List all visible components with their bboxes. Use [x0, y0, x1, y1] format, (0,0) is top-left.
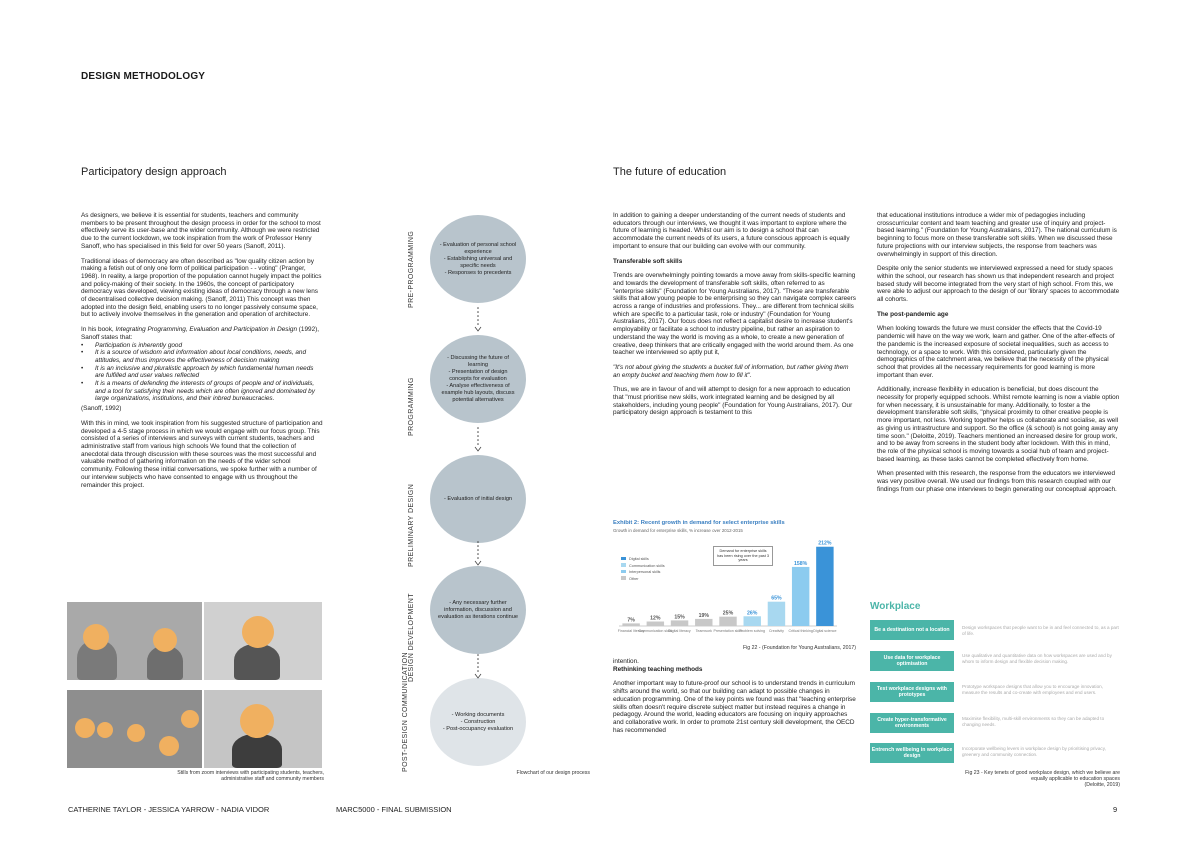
chart-bar [816, 547, 833, 626]
face-blur [97, 722, 113, 738]
paragraph: Additionally, increase flexibility in education is beneficial, but does discount the necessity for properly equipped schools. Whilst remote learning is now a viable option for when necessary, it is unsustainable for many. Additionally, to foster a the development transferable soft skills, "physical proximity to other creative people is more important, not less. Working together helps us collaborate and socialise, as well as giving us intrastructure and support. So the office (& school) is not going away any time soon." (Deloitte, 2019). Teachers mentioned an increased desire for group work, and to be away from screens in the student body after lockdown. With this in mind, the role of the physical school is moving towards a social hub of team and project-based learning, as these tasks cannot be completed effectively from home. [877, 386, 1120, 463]
chart-bar [622, 623, 639, 626]
paragraph: With this in mind, we took inspiration from his suggested structure of participation and developed a 4-5 stage process in which we would engage with our focus group. This consisted of a series of interviews and surveys with current students, teachers and administrative staff from various high schools We found that the collection of anecdotal data through discussion with these sources was the most successful and valuable method of gathering information on the needs of the wider school community. Following these initial conversations, we spoke further with a number of our interview subjects who have consented to engage with us throughout the remainder this project. [81, 419, 323, 489]
workplace-title: Workplace [870, 601, 921, 612]
bar-value-label: 158% [794, 560, 808, 567]
category-label: Problem solving [739, 629, 766, 633]
legend-swatch [621, 557, 626, 561]
category-label: Presentation skills [713, 629, 743, 633]
paragraph: Trends are overwhelmingly pointing towards a move away from skills-specific learning and towards the development of transferable soft skills, often referred to as "enterprise skills" (Foundation for Young Australians, 2017). "These are transferable skills that allow young people to be enterprising so they can navigate complex careers across a range of industries and professions. They... are different from technical skills which are specific to a particular task, role or industry" (Foundation for Young Australians, 2017). Our focus does not reflect a capitalist desire to increase student's employability or facilitate a school to industry pipeline, but rather an aspiration to understand the way the world is moving as a whole, to create a new generation of creative, deep thinkers that are critically engaged with the world around them. As one teacher we interviewed so aptly put it, [613, 272, 856, 357]
flowchart-connectors [470, 300, 486, 760]
book-title: Integrating Programming, Evaluation and Participation in Design [115, 326, 297, 334]
future-text-right [877, 212, 1120, 501]
participatory-text [81, 212, 324, 496]
sanoff-list [81, 342, 324, 404]
workplace-tenet-text: Use qualitative and quantitative data on how workspaces are used and by whom to inform design and flexible decision making. [962, 653, 1112, 664]
workplace-tenet: Entrench wellbeing in workplace design [870, 743, 954, 763]
flowchart-caption: Flowchart of our design process [516, 770, 590, 776]
workplace-tenet: Create hyper-transformative environments [870, 713, 954, 733]
future-text-bottom [613, 658, 856, 741]
bar-value-label: 7% [627, 617, 635, 624]
category-label: Digital literacy [668, 629, 691, 633]
workplace-tenet: Test workplace designs with prototypes [870, 682, 954, 702]
legend-item: Interpersonal skills [621, 569, 665, 576]
stage-label: PRELIMINARY DESIGN [408, 483, 415, 567]
paragraph: that educational institutions introduce a wider mix of pedagogies including crosscurricular content and team teaching and greater use of inquiry and project-based learning." (Foundation for Young Australians, 2017). The national curriculum is beginning to focus more on these transferable soft skills. When we discussed these future projections with our interview subjects, the response from teachers was overwhelmingly in support of this direction. [877, 212, 1117, 258]
person-silhouette [232, 734, 282, 768]
chart-caption: Fig 22 - (Foundation for Young Australians, 2017) [742, 645, 856, 651]
page-heading: DESIGN METHODOLOGY [81, 71, 206, 82]
chart-bar [744, 616, 761, 626]
paragraph: In addition to gaining a deeper understanding of the current needs of students and educators through our interviews, we thought it was important to explore where the future of learning is headed. Whilst our aim is to design a school that can accommodate the current needs of its users, a future conscious approach is equally important to ensure that our building can evolve with our community. [613, 212, 850, 250]
workplace-tenet-text: Maximise flexibility, multi-skill environments so they can be adapted to changing needs. [962, 716, 1105, 727]
workplace-tenet-text: Prototype workspace designs that allow you to encourage innovation, measure the results and co-create with employees and end users. [962, 684, 1103, 695]
list-item: • It is a means of defending the interests of groups of people and of individuals, and a tool for satisfying their needs which are often ignored and dominated by large organizations, institutions, and their inbred bureaucracies. [81, 380, 324, 403]
chart-bar [719, 617, 736, 626]
face-blur [181, 710, 199, 728]
enterprise-skills-chart [613, 520, 856, 648]
paragraph: As designers, we believe it is essential for students, teachers and community members to be present throughout the design process in order for the school to most effectively serve its user-base and the wider community. Although we were restricted due to the current lockdown, we took inspiration from the work of Professor Henry Sanoff, who has specialised in this field for over 50 years (Sanoff, 2011). [81, 212, 321, 250]
face-blur [75, 718, 95, 738]
chart-title: Exhibit 2: Recent growth in demand for select enterprise skills [613, 520, 785, 526]
stage-label: DESIGN DEVELOPMENT [408, 593, 415, 682]
category-label: Digital science [813, 629, 837, 633]
stage-label: PRE-PROGRAMMING [408, 230, 415, 308]
subheading: Rethinking teaching methods [613, 665, 703, 673]
chart-bar [792, 567, 809, 626]
subheading: Transferable soft skills [613, 257, 683, 265]
face-blur [83, 624, 109, 650]
bar-value-label: 212% [818, 540, 832, 547]
workplace-tenet-text: Design workspaces that people want to be in and feel connected to, as a part of life. [962, 625, 1119, 636]
paragraph: When looking towards the future we must consider the effects that the Covid-19 pandemic will have on the way we work, learn and gather. One of the after-effects of the pandemic is the increased exposure of societal inequalities, such as access to technology, or a space to work. With this considered, particularly given the demographics of the catchment area, we believe that the necessity of the physical school that provides all the necessary requirements for good learning is more important than ever. [877, 325, 1115, 379]
chart-bar [647, 622, 664, 626]
legend-swatch [621, 563, 626, 567]
paragraph: intention. [613, 658, 639, 665]
paragraph: Thus, we are in favour of and will attempt to design for a new approach to education that "must prioritise new skills, work integrated learning and be designed by all stakeholders, including young people" (Foundation for Young Australians, 2017). Our participatory design approach is testament to this [613, 386, 853, 417]
chart-bar [671, 620, 688, 626]
list-item: • It is a source of wisdom and information about local conditions, needs, and attitudes, and thus improves the effectiveness of decision making [81, 349, 324, 364]
stage-label: POST-DESIGN COMMUNICATION [402, 652, 409, 772]
legend-swatch [621, 576, 626, 580]
interview-photo [67, 690, 202, 768]
stage-ellipse-pre-programming: - Evaluation of personal school experience - Establishing universal and specific needs - Responses to precedents [430, 215, 526, 303]
chart-legend [621, 556, 665, 582]
chart-callout: Demand for enterprise skills has been rising over the past 3 years [713, 546, 773, 566]
workplace-tenet: Be a destination not a location [870, 620, 954, 640]
stage-ellipse-post-design: - Working documents - Construction - Post-occupancy evaluation [430, 678, 526, 766]
legend-item: Other [621, 576, 665, 583]
person-silhouette [234, 644, 280, 680]
category-label: Creativity [768, 629, 784, 633]
chart-bar [695, 619, 712, 626]
face-blur [127, 724, 145, 742]
face-blur [159, 736, 179, 756]
section-title-future: The future of education [613, 166, 727, 178]
workplace-tenet: Use data for workplace optimisation [870, 651, 954, 671]
interview-photo [204, 602, 322, 680]
paragraph: When presented with this research, the response from the educators we interviewed was very positive overall. We used our findings from this research coupled with our findings from our phase one interviews to begin generating our conceptual approach. [877, 470, 1117, 493]
workplace-caption: Fig 23 - Key tenets of good workplace design, which we believe are equally applicable to education spaces (Deloitte, 2019) [965, 770, 1120, 789]
category-label: Financial literacy [617, 629, 645, 633]
legend-item: Digital skills [621, 556, 665, 563]
list-item: • It is an inclusive and pluralistic approach by which fundamental human needs are fulfilled and user values reflected [81, 365, 324, 380]
teacher-quote: "It's not about giving the students a bucket full of information, but rather giving them an empty bucket and teaching them how to fill it". [613, 363, 849, 379]
bar-value-label: 19% [698, 612, 709, 619]
stage-ellipse-programming: - Discussing the future of learning - Presentation of design concepts for evaluation - Analyse effectiveness of example hub layouts, discuss potential alternatives [430, 335, 526, 423]
page-number: 9 [1113, 805, 1118, 814]
paragraph: Another important way to future-proof our school is to understand trends in curriculum shifts around the world, so that our building can adapt to possible changes in education programming. One of the key points we found was that "teaching enterprise skills often doesn't require discrete subject matter but instead requires a change in pedagogy. Around the world, leading educators are focusing on inquiry approaches and collaborative work. In order to promote 21st century skill development, the OECD has recommended [613, 680, 856, 734]
interview-photo [67, 602, 202, 680]
footer-authors: CATHERINE TAYLOR - JESSICA YARROW - NADIA VIDOR [68, 805, 270, 814]
category-label: Teamwork [695, 629, 712, 633]
chart-bar [768, 602, 785, 626]
bar-value-label: 12% [650, 615, 661, 622]
chart-subtitle: Growth in demand for enterprise skills, % increase over 2012-2015 [613, 528, 743, 533]
section-title-participatory: Participatory design approach [81, 166, 227, 178]
bar-value-label: 15% [674, 614, 685, 621]
future-text-top [613, 212, 856, 424]
stage-ellipse-development: - Any necessary further information, discussion and evaluation as iterations continue [430, 566, 526, 654]
paragraph: Traditional ideas of democracy are often described as "low quality citizen action by making a fetish out of only one form of political participation - - voting" (Pranger, 1968). In reality, a large proportion of the population cannot hugely impact the politics and policy-making of their society. In the 1960s, the concept of participatory democracy was developed, viewing existing ideas of democracy through a new lens of decentralised collective decision making. (Sanoff, 2011) This concept was then adopted into the design field, enabling users to no longer passively consume space, but to actively involve themselves in the generation and operation of architecture. [81, 257, 322, 319]
bar-value-label: 25% [722, 610, 734, 617]
subheading: The post-pandemic age [877, 310, 949, 318]
face-blur [242, 616, 274, 648]
workplace-tenet-text: Incorporate wellbeing levers in workplace design by prioritising privacy, greenery and community connection. [962, 746, 1106, 757]
face-blur [240, 704, 274, 738]
legend-swatch [621, 570, 626, 574]
footer-course: MARC5000 - FINAL SUBMISSION [336, 805, 452, 814]
stage-ellipse-preliminary: - Evaluation of initial design [430, 455, 526, 543]
paragraph: Despite only the senior students we interviewed expressed a need for study spaces within the school, our research has shown us that independent research and project based study will become integrated from the very start of high school. From this, we were able to adjust our approach to the design of our 'library' spaces to accommodate all cohorts. [877, 265, 1120, 304]
category-label: Communication skills [638, 629, 673, 633]
stage-label: PROGRAMMING [408, 377, 415, 436]
category-label: Critical thinking [788, 629, 813, 633]
bar-value-label: 26% [747, 610, 758, 617]
paragraph: In his book, Integrating Programming, Evaluation and Participation in Design (1992), Sanoff states that: [81, 326, 320, 341]
list-item: • Participation is inherently good [81, 342, 324, 350]
bar-value-label: 65% [771, 595, 782, 602]
photo-caption: Stills from zoom interviews with participating students, teachers, administrative staff and community members [177, 770, 324, 783]
legend-item: Communication skills [621, 563, 665, 570]
interview-photo [204, 690, 322, 768]
citation: (Sanoff, 1992) [81, 405, 122, 413]
face-blur [153, 628, 177, 652]
